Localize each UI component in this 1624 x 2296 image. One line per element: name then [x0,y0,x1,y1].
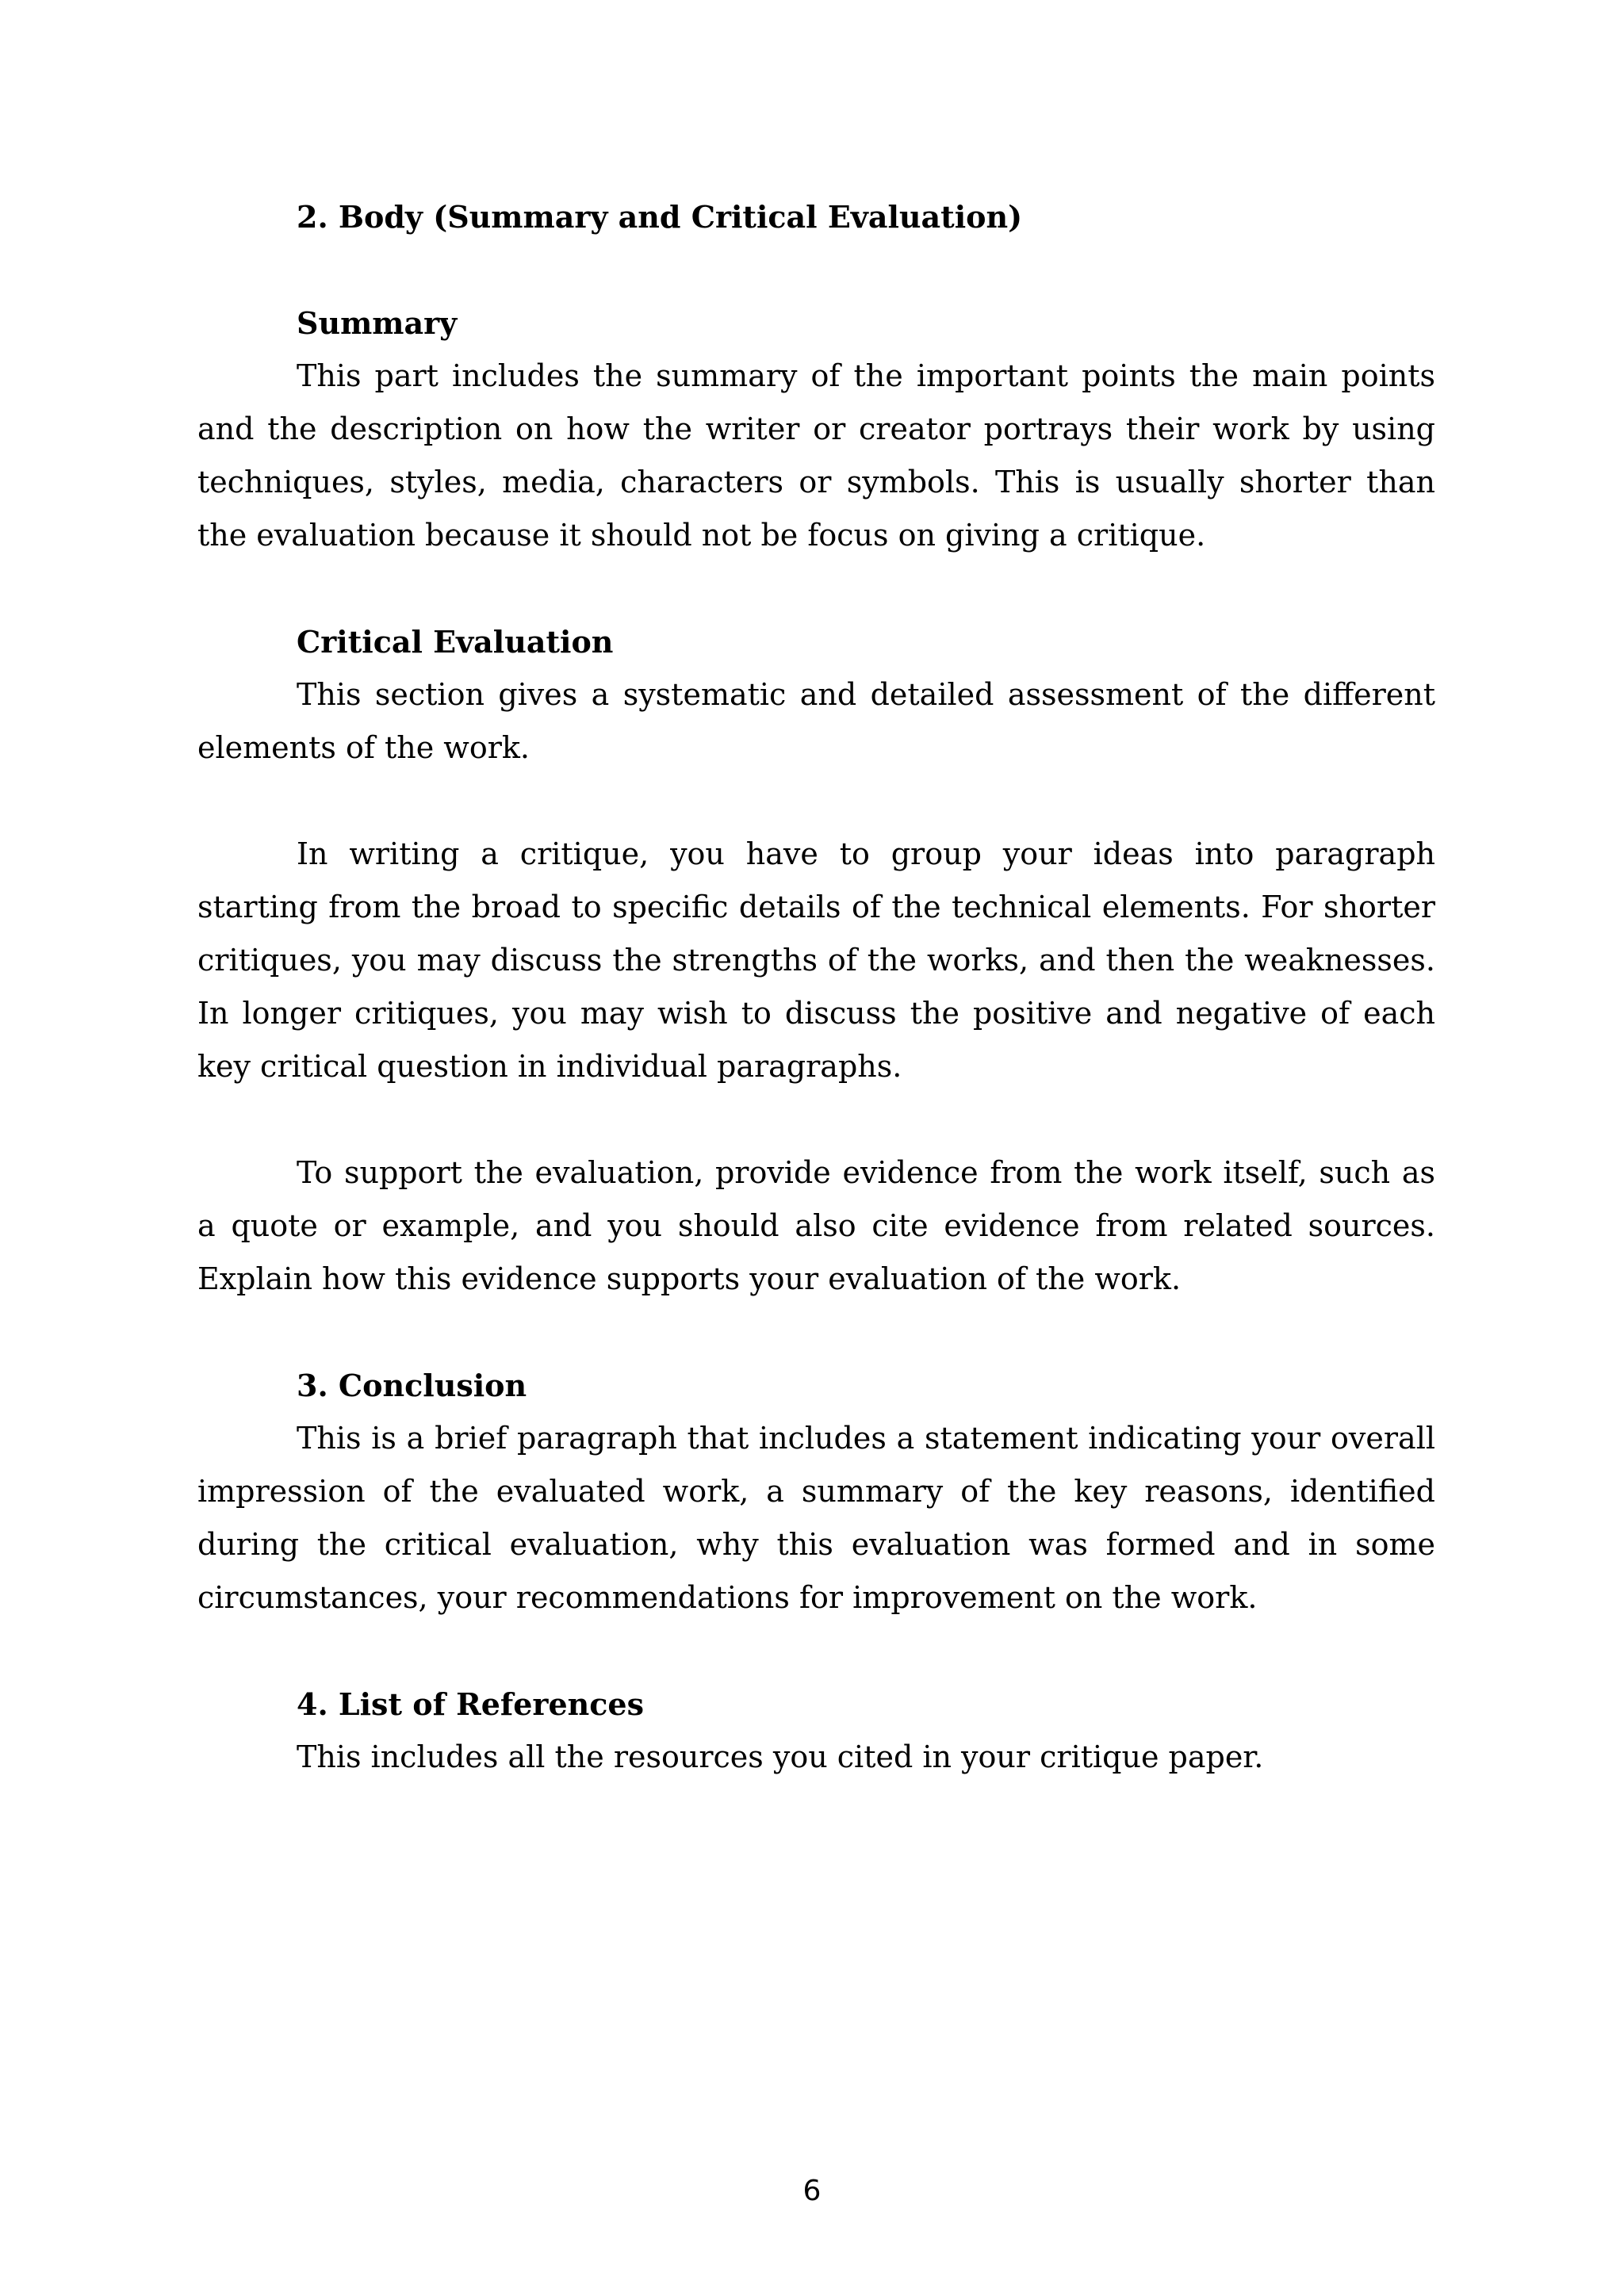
critique-grouping-paragraph: In writing a critique, you have to group your ideas into paragraph starting from the broad to specific details of the technical elements. For shorter critiques, you may discuss the strengths of the works, and then the weaknesses. In longer critiques, you may wish to discuss the positive and negative of each key critical question in individual paragraphs. [197,836,1435,1084]
subheading-summary: Summary [297,305,458,341]
section-heading-conclusion: 3. Conclusion [297,1368,527,1403]
evidence-paragraph: To support the evaluation, provide evidence from the work itself, such as a quote or example, and you should also cite evidence from related sources. Explain how this evidence supports your evaluation of the work. [197,1155,1435,1296]
spacer [197,1093,1435,1146]
section-heading-body: 2. Body (Summary and Critical Evaluation) [297,199,1023,235]
conclusion-paragraph: This is a brief paragraph that includes a statement indicating your overall impression of the evaluated work, a summary of the key reasons, identified during the critical evaluation, why this evaluation was formed and in some circumstances, your recommendations for improvement on the work. [197,1421,1435,1615]
page-number: 6 [802,2175,822,2207]
critical-evaluation-paragraph: This section gives a systematic and detailed assessment of the different elements of the work. [197,677,1435,765]
subheading-critical-evaluation: Critical Evaluation [297,624,614,660]
spacer [197,1306,1435,1359]
page-content [197,190,1435,1784]
summary-paragraph: This part includes the summary of the important points the main points and the description on how the writer or creator portrays their work by using techniques, styles, media, characters or symbols. This is usually shorter than the evaluation because it should not be focus on giving a critique. [197,358,1435,553]
spacer [197,1624,1435,1678]
references-paragraph: This includes all the resources you cited in your critique paper. [297,1739,1264,1774]
spacer [197,775,1435,828]
spacer [197,562,1435,615]
section-heading-references: 4. List of References [297,1686,644,1722]
spacer [197,243,1435,297]
